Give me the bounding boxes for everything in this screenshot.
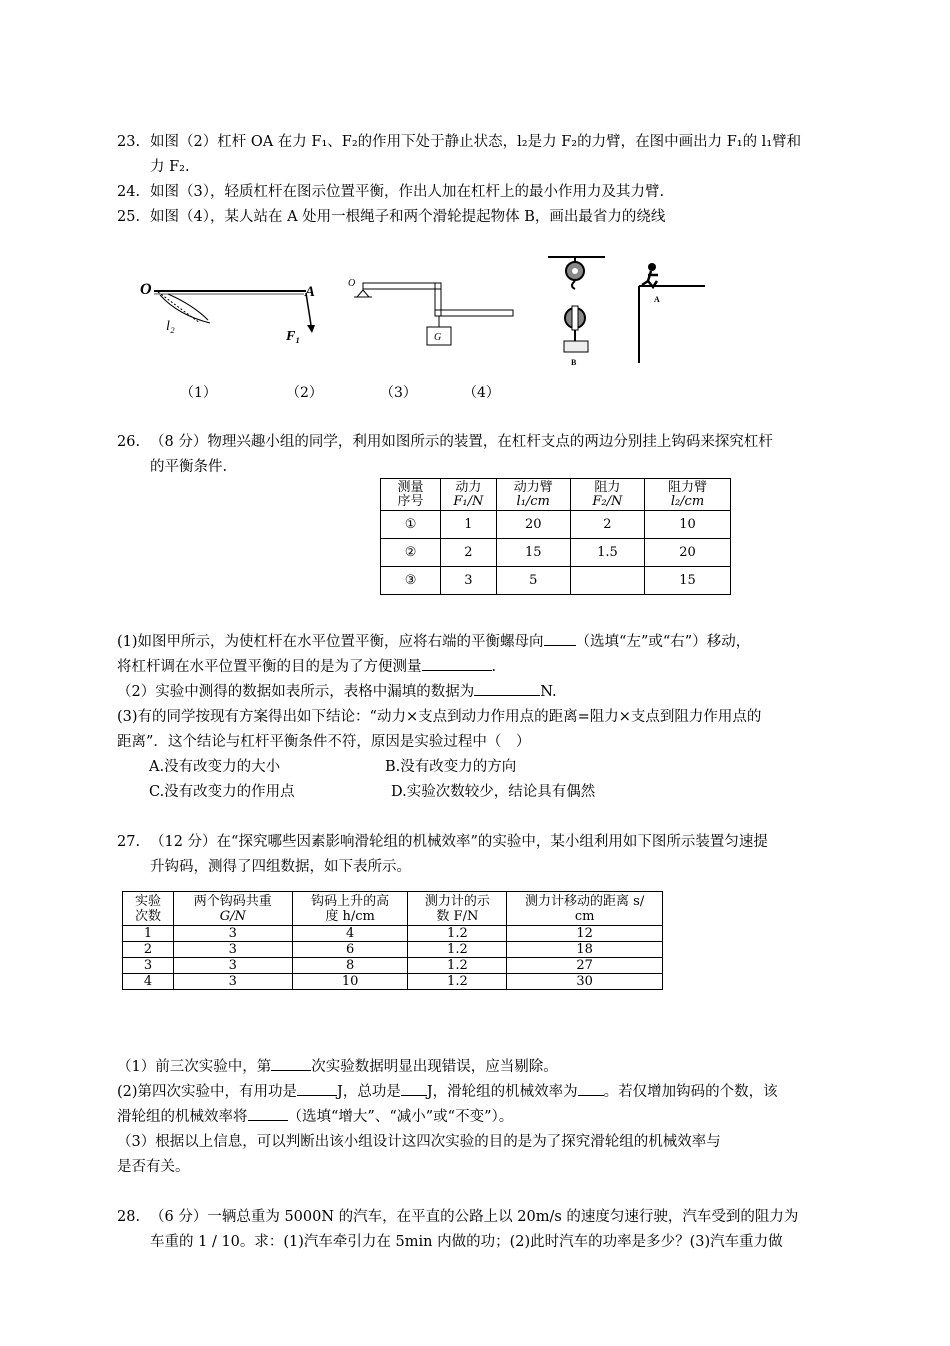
q28-line2: 车重的 1 / 10。求：(1)汽车牵引力在 5min 内做的功；(2)此时汽车的功率是多少？(3)汽车重力做 [150,1234,783,1250]
header-cell: 测量 序号 [381,479,441,511]
blank-cell [570,567,644,595]
table-row: ② 2 15 1.5 20 [381,539,731,567]
header-cell: 阻力臂 l₂/cm [644,479,730,511]
answer-blank [422,655,492,671]
question-28: 28. （6 分）一辆总重为 5000N 的汽车，在平直的公路上以 20m/s 的速度匀速行驶，汽车受到的阻力为 车重的 1 / 10。求：(1)汽车牵引力在 5min 内做的功；(2)此时汽车的功率是多少？(3)汽车重力做 [117,1209,799,1250]
q26-line2: 的平衡条件. [150,459,228,475]
option-a: A.没有改变力的大小 [149,759,281,775]
header-cell: 动力 F₁/N [441,479,497,511]
fig4-label-a: A [654,295,660,304]
header-cell: 测力计的示 数 F/N [408,892,507,926]
figure-3-bent-lever [345,272,520,357]
option-c: C.没有改变力的作用点 [149,784,295,800]
question-23: 23. 如图（2）杠杆 OA 在力 F₁、F₂的作用下处于静止状态，l₂是力 F₂的力臂，在图中画出力 F₁的 l₁臂和 力 F₂. [117,134,802,175]
q23-line2: 力 F₂. [150,159,190,175]
q25-text: 如图（4），某人站在 A 处用一根绳子和两个滑轮提起物体 B，画出最省力的绕线 [150,209,666,225]
table-row: 3 3 8 1.2 27 [123,958,663,974]
answer-blank [401,1080,427,1096]
q23-line1: 如图（2）杠杆 OA 在力 F₁、F₂的作用下处于静止状态，l₂是力 F₂的力臂，在图中画出力 F₁的 l₁臂和 [150,134,802,150]
table-header-row [381,479,731,511]
header-cell: 钩码上升的高 度 h/cm [292,892,408,926]
figure-caption-2: （2） [286,385,323,401]
option-d: D.实验次数较少，结论具有偶然 [391,784,596,800]
answer-blank [474,680,540,696]
table-row: 2 3 6 1.2 18 [123,942,663,958]
fig2-label-o: O [348,278,356,289]
answer-blank [578,1080,604,1096]
header-cell: 两个钩码共重 G/N [173,892,292,926]
table-row: ① 1 20 2 10 [381,511,731,539]
q26-line1: （8 分）物理兴趣小组的同学，利用如图所示的装置，在杠杆支点的两边分别挂上钩码来探究杠杆 [150,434,773,450]
figure-caption-1: （1） [180,385,217,401]
answer-blank [271,1055,311,1071]
question-27: 27. （12 分）在“探究哪些因素影响滑轮组的机械效率”的实验中，某小组利用如下图所示装置匀速提 升钩码，测得了四组数据，如下表所示。 [117,834,768,875]
header-cell: 实验 次数 [123,892,174,926]
answer-blank [544,630,576,646]
table-header-row [123,892,663,926]
header-cell: 动力臂 l₁/cm [496,479,570,511]
fig1-label-l2: l₂ [166,319,175,334]
table-row: 1 3 4 1.2 12 [123,926,663,942]
q26-part-1-2-3: (1)如图甲所示，为使杠杆在水平位置平衡，应将右端的平衡螺母向 （选填“左”或“右”）移动， 将杠杆调在水平位置平衡的目的是为了方便测量 . （2）实验中测得的数据如表所示，表格中漏填的数据为 N. (3)有的同学按现有方案得出如下结论：“动力×支点到动力作用点的距离=阻力×支点到阻力作用点的 距离”．这个结论与杠杆平衡条件不符，原因是实验过程中（ ） A.没有改变力的大小 B.没有改变力的方向 C.没有改变力的作用点 D.实验次数较少，结论具有偶然 [117,630,862,805]
option-b: B.没有改变力的方向 [385,759,517,775]
header-cell: 阻力 F₂/N [570,479,644,511]
figure-caption-4: （4） [463,385,500,401]
table-row: ③ 3 5 15 [381,567,731,595]
q28-line1: （6 分）一辆总重为 5000N 的汽车，在平直的公路上以 20m/s 的速度匀速行驶，汽车受到的阻力为 [150,1209,799,1225]
figure-4-pulleys [545,253,710,368]
q24-text: 如图（3），轻质杠杆在图示位置平衡，作出人加在杠杆上的最小作用力及其力臂. [150,184,665,200]
answer-blank [248,1105,288,1121]
q27-line1: （12 分）在“探究哪些因素影响滑轮组的机械效率”的实验中，某小组利用如下图所示装置匀速提 [150,834,768,850]
fig1-label-f1: F₁ [286,329,301,344]
answer-blank [297,1080,337,1096]
q27-part-1-2-3: （1）前三次实验中，第 次实验数据明显出现错误，应当剔除。 (2)第四次实验中，有用功是 J，总功是 J，滑轮组的机械效率为 。若仅增加钩码的个数，该 滑轮组的机械效率将 （选填“增大”、“减小”或“不变”）。 （3）根据以上信息，可以判断出该小组设计这四次实验的目的是为了探究滑轮组的机械效率与 是否有关。 [117,1055,862,1180]
fig2-label-g: G [434,332,442,343]
question-26: 26. （8 分）物理兴趣小组的同学，利用如图所示的装置，在杠杆支点的两边分别挂上钩码来探究杠杆 的平衡条件. [117,434,773,475]
fig1-label-a: A [305,284,316,300]
question-25: 25. 如图（4），某人站在 A 处用一根绳子和两个滑轮提起物体 B，画出最省力的绕线 [117,209,666,225]
fig1-label-o: O [140,281,152,298]
figure-1-lever [138,275,328,350]
header-cell: 测力计移动的距离 s/ cm [507,892,663,926]
q27-data-table [122,891,663,990]
fig4-label-b: B [571,358,577,367]
figure-caption-3: （3） [380,385,417,401]
table-row: 4 3 10 1.2 30 [123,974,663,990]
q27-line2: 升钩码，测得了四组数据，如下表所示。 [150,859,411,875]
q26-data-table [380,478,731,595]
question-24: 24. 如图（3），轻质杠杆在图示位置平衡，作出人加在杠杆上的最小作用力及其力臂. [117,184,665,200]
